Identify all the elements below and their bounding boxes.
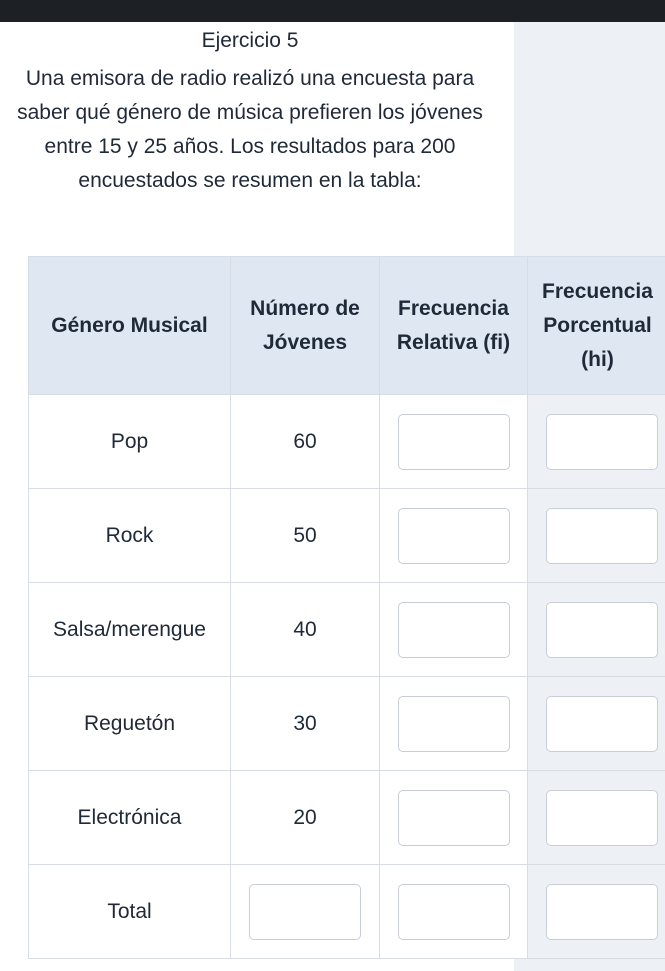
table-header-row xyxy=(29,257,665,395)
relative-frequency-cell xyxy=(380,489,528,583)
count-cell: 40 xyxy=(231,583,380,677)
relative-frequency-cell xyxy=(380,395,528,489)
total-count-cell xyxy=(231,865,380,959)
genre-cell: Reguetón xyxy=(29,677,231,771)
total-percent-frequency-input[interactable] xyxy=(546,884,658,940)
relative-frequency-cell xyxy=(380,771,528,865)
percent-frequency-cell xyxy=(528,395,665,489)
count-cell: 60 xyxy=(231,395,380,489)
header-genre: Género Musical xyxy=(29,257,231,395)
percent-frequency-cell xyxy=(528,771,665,865)
percent-frequency-cell xyxy=(528,489,665,583)
genre-cell: Electrónica xyxy=(29,771,231,865)
total-relative-frequency-cell xyxy=(380,865,528,959)
header-percent-frequency: Frecuencia Porcentual (hi) xyxy=(528,257,665,395)
relative-frequency-input[interactable] xyxy=(398,696,510,752)
total-relative-frequency-input[interactable] xyxy=(398,884,510,940)
relative-frequency-input[interactable] xyxy=(398,414,510,470)
table-row xyxy=(29,771,665,865)
total-row xyxy=(29,865,665,959)
top-bar xyxy=(0,0,665,22)
relative-frequency-input[interactable] xyxy=(398,790,510,846)
percent-frequency-cell xyxy=(528,677,665,771)
percent-frequency-input[interactable] xyxy=(546,790,658,846)
relative-frequency-input[interactable] xyxy=(398,508,510,564)
total-label: Total xyxy=(29,865,231,959)
genre-cell: Salsa/merengue xyxy=(29,583,231,677)
total-count-input[interactable] xyxy=(249,884,361,940)
table-row xyxy=(29,489,665,583)
exercise-header xyxy=(0,22,500,198)
table-row xyxy=(29,395,665,489)
percent-frequency-input[interactable] xyxy=(546,414,658,470)
count-cell: 30 xyxy=(231,677,380,771)
frequency-table-container xyxy=(28,256,665,959)
table-row xyxy=(29,583,665,677)
total-percent-frequency-cell xyxy=(528,865,665,959)
relative-frequency-cell xyxy=(380,583,528,677)
frequency-table xyxy=(28,256,665,959)
exercise-title: Ejercicio 5 xyxy=(201,29,299,52)
count-cell: 20 xyxy=(231,771,380,865)
header-relative-frequency: Frecuencia Relativa (fi) xyxy=(380,257,528,395)
header-count: Número de Jóvenes xyxy=(231,257,380,395)
genre-cell: Rock xyxy=(29,489,231,583)
percent-frequency-cell xyxy=(528,583,665,677)
relative-frequency-input[interactable] xyxy=(398,602,510,658)
genre-cell: Pop xyxy=(29,395,231,489)
count-cell: 50 xyxy=(231,489,380,583)
table-row xyxy=(29,677,665,771)
percent-frequency-input[interactable] xyxy=(546,696,658,752)
relative-frequency-cell xyxy=(380,677,528,771)
percent-frequency-input[interactable] xyxy=(546,508,658,564)
problem-statement: Una emisora de radio realizó una encuesta para saber qué género de música prefieren los jóvenes entre 15 y 25 años. Los resultados para 200 encuestados se resumen en la tabla: xyxy=(17,67,483,192)
percent-frequency-input[interactable] xyxy=(546,602,658,658)
